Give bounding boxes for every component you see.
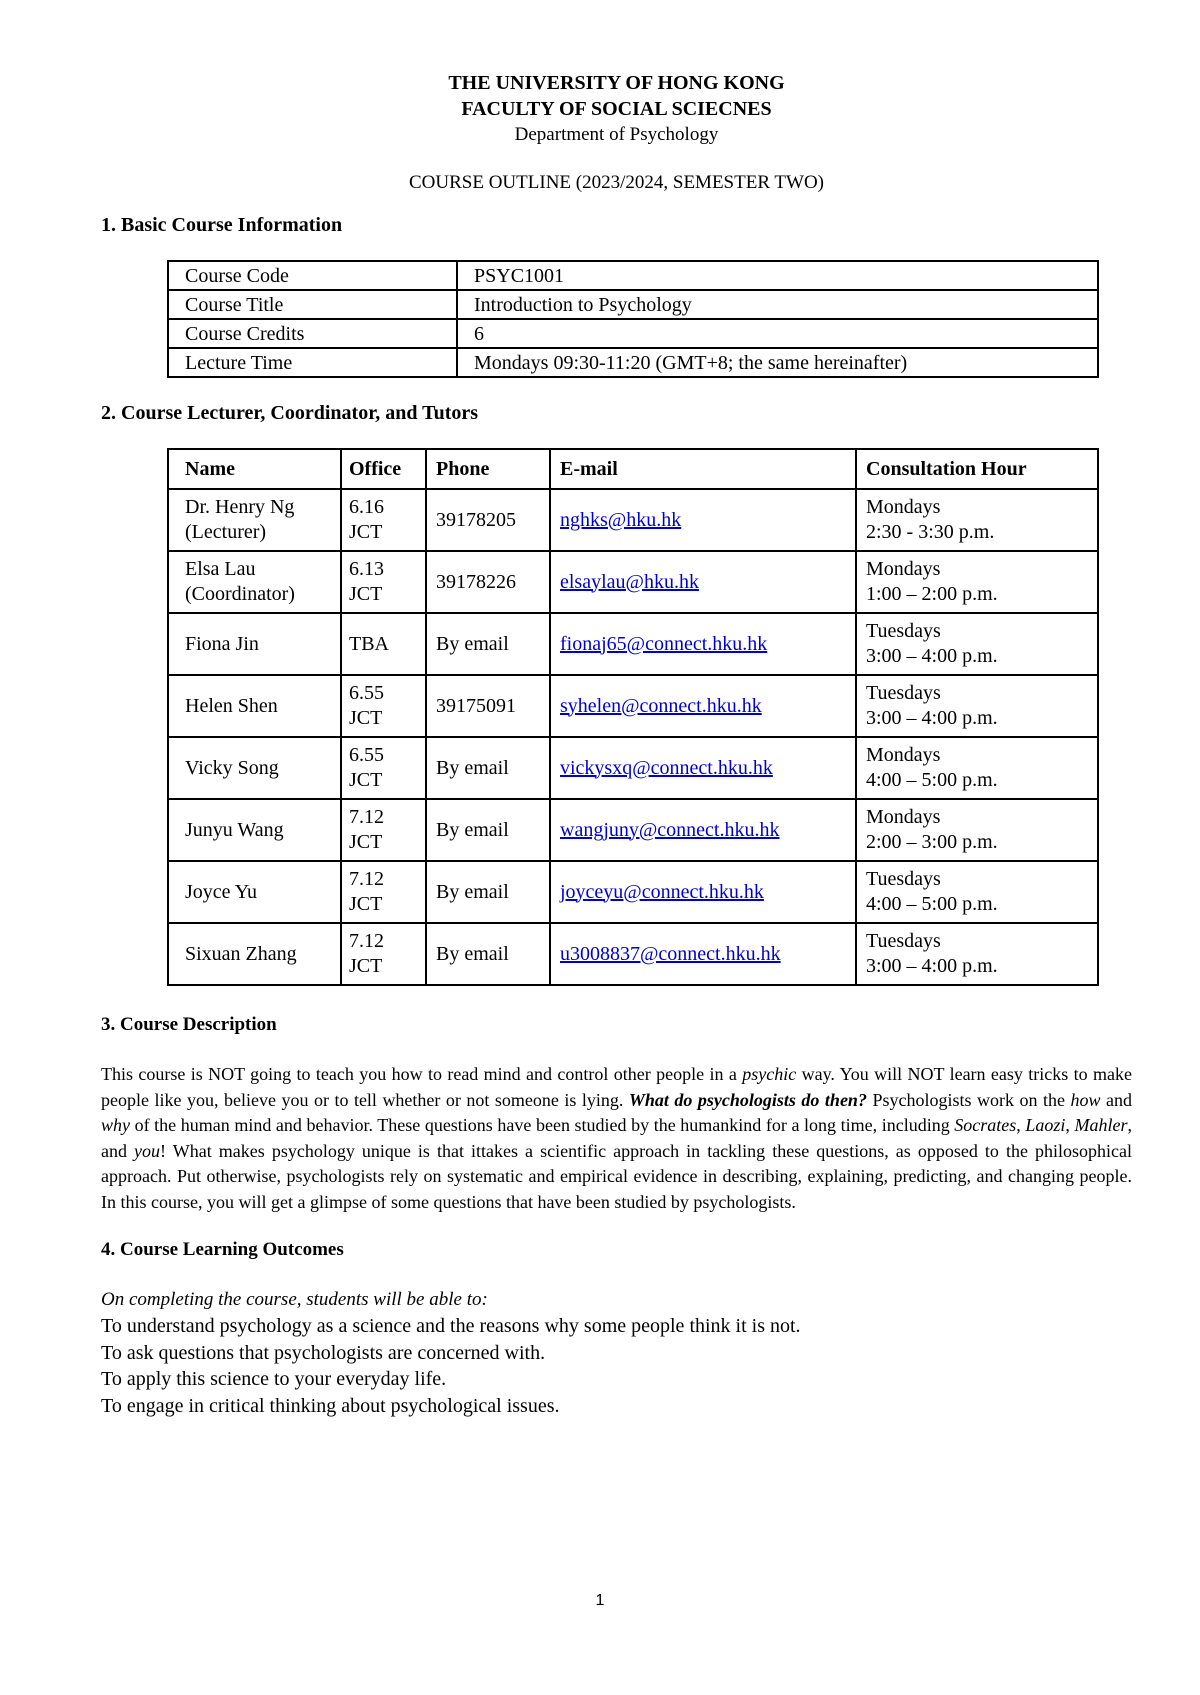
column-header-phone: Phone [426, 449, 550, 489]
desc-text: Psychologists work on the [866, 1089, 1071, 1110]
university-name: THE UNIVERSITY OF HONG KONG [448, 72, 785, 94]
consultation-time: 2:00 – 3:00 p.m. [866, 831, 998, 853]
faculty-name: FACULTY OF SOCIAL SCIECNES [461, 98, 772, 120]
consultation-time: 4:00 – 5:00 p.m. [866, 893, 998, 915]
email-cell [550, 489, 856, 551]
email-cell [550, 675, 856, 737]
email-link[interactable]: vickysxq@connect.hku.hk [560, 756, 773, 779]
staff-name: Fiona Jin [185, 632, 259, 655]
email-link[interactable]: elsaylau@hku.hk [560, 570, 699, 593]
office-room: 6.16 [349, 496, 384, 518]
consultation-time: 3:00 – 4:00 p.m. [866, 645, 998, 667]
staff-name-cell [168, 489, 341, 551]
phone-cell [426, 675, 550, 737]
section2-heading: 2. Course Lecturer, Coordinator, and Tutors [101, 402, 479, 424]
consultation-time: 2:30 - 3:30 p.m. [866, 521, 995, 543]
consultation-cell [856, 489, 1098, 551]
page-number: 1 [595, 1592, 605, 1609]
consultation-cell [856, 799, 1098, 861]
course-title-label: Course Title [168, 290, 457, 319]
email-link[interactable]: nghks@hku.hk [560, 508, 682, 531]
table-row [168, 799, 1098, 861]
phone-number: 39175091 [436, 694, 516, 717]
office-room: 7.12 [349, 930, 384, 952]
office-building: JCT [349, 955, 383, 977]
email-cell [550, 861, 856, 923]
office-room: 6.55 [349, 744, 384, 766]
course-code-value: PSYC1001 [457, 261, 1098, 290]
office-room: 6.55 [349, 682, 384, 704]
office-cell [341, 861, 426, 923]
desc-question: What do psychologists do then? [628, 1089, 867, 1110]
desc-text: and [1100, 1089, 1132, 1110]
office-cell [341, 675, 426, 737]
desc-emphasis: Socrates [954, 1115, 1017, 1135]
desc-emphasis: Laozi [1025, 1115, 1066, 1135]
office-building: JCT [349, 707, 383, 729]
office-room: 7.12 [349, 806, 384, 828]
staff-name-cell [168, 613, 341, 675]
office-building: JCT [349, 893, 383, 915]
office-cell [341, 613, 426, 675]
table-row [168, 261, 1098, 290]
table-header-row [168, 449, 1098, 489]
email-link[interactable]: u3008837@connect.hku.hk [560, 942, 781, 965]
staff-name-cell [168, 861, 341, 923]
office-building: JCT [349, 521, 383, 543]
desc-text: of the human mind and behavior. These questions have been studied by the humankind for a long time, including [130, 1115, 955, 1135]
outline-title: COURSE OUTLINE (2023/2024, SEMESTER TWO) [409, 172, 824, 193]
office-cell [341, 551, 426, 613]
table-row [168, 348, 1098, 377]
consultation-day: Mondays [866, 558, 941, 580]
outcome-item: To engage in critical thinking about psychological issues. [101, 1394, 560, 1417]
consultation-cell [856, 551, 1098, 613]
office-cell [341, 799, 426, 861]
desc-emphasis: why [101, 1115, 130, 1135]
table-row [168, 923, 1098, 985]
staff-name-cell [168, 737, 341, 799]
course-credits-value: 6 [457, 319, 1098, 348]
desc-text: This course is NOT going to teach you how to read mind and control other people in a [101, 1064, 743, 1084]
consultation-time: 3:00 – 4:00 p.m. [866, 955, 998, 977]
staff-name-cell [168, 551, 341, 613]
desc-emphasis: how [1070, 1089, 1101, 1110]
column-header-name: Name [168, 449, 341, 489]
staff-name: Dr. Henry Ng [185, 496, 295, 518]
phone-number: By email [436, 632, 509, 655]
course-description [101, 1062, 1132, 1215]
course-title-value: Introduction to Psychology [457, 290, 1098, 319]
email-cell [550, 737, 856, 799]
office-cell [341, 923, 426, 985]
desc-emphasis: you [134, 1140, 161, 1161]
phone-cell [426, 737, 550, 799]
email-link[interactable]: joyceyu@connect.hku.hk [560, 880, 764, 903]
phone-cell [426, 489, 550, 551]
consultation-cell [856, 675, 1098, 737]
office-room: 6.13 [349, 558, 384, 580]
staff-role: (Lecturer) [185, 521, 267, 543]
consultation-cell [856, 737, 1098, 799]
table-row [168, 613, 1098, 675]
section4-heading: 4. Course Learning Outcomes [101, 1239, 344, 1260]
office-cell [341, 489, 426, 551]
desc-text: , [1016, 1115, 1026, 1135]
consultation-time: 1:00 – 2:00 p.m. [866, 583, 998, 605]
phone-cell [426, 923, 550, 985]
table-row [168, 290, 1098, 319]
desc-emphasis: psychic [742, 1064, 797, 1084]
staff-name: Junyu Wang [185, 818, 284, 841]
basic-info-table [167, 260, 1099, 378]
department-name: Department of Psychology [514, 124, 719, 145]
office-room: TBA [349, 632, 389, 655]
phone-cell [426, 861, 550, 923]
phone-number: By email [436, 942, 509, 965]
consultation-day: Mondays [866, 806, 941, 828]
course-code-label: Course Code [168, 261, 457, 290]
consultation-day: Tuesdays [866, 682, 941, 704]
desc-text: ! What makes psychology unique is that ittakes a scientific approach in tackling these questions, as opposed to the philosophical approach. Put otherwise, psychologists rely on systematic and empirical evidence in describing, explaining, predicting, and changing people. In this course, you will get a glimpse of some questions that have been studied by psychologists. [101, 1140, 1132, 1212]
email-link[interactable]: fionaj65@connect.hku.hk [560, 632, 768, 655]
staff-name: Sixuan Zhang [185, 942, 297, 965]
outcome-item: To ask questions that psychologists are concerned with. [101, 1341, 546, 1364]
desc-text: , and [101, 1115, 1133, 1161]
consultation-time: 3:00 – 4:00 p.m. [866, 707, 998, 729]
email-link[interactable]: wangjuny@connect.hku.hk [560, 818, 780, 841]
desc-text: way. You will NOT learn easy tricks to make people like you, believe you or to tell whether or not someone is lying. [101, 1064, 1132, 1110]
desc-emphasis: Mahler [1074, 1115, 1128, 1135]
phone-number: 39178205 [436, 508, 516, 531]
phone-number: By email [436, 880, 509, 903]
table-row [168, 551, 1098, 613]
email-link[interactable]: syhelen@connect.hku.hk [560, 694, 762, 717]
office-building: JCT [349, 769, 383, 791]
staff-name: Helen Shen [185, 694, 278, 717]
phone-cell [426, 799, 550, 861]
consultation-day: Mondays [866, 744, 941, 766]
office-room: 7.12 [349, 868, 384, 890]
email-cell [550, 551, 856, 613]
email-cell [550, 799, 856, 861]
consultation-day: Tuesdays [866, 930, 941, 952]
phone-number: 39178226 [436, 570, 516, 593]
staff-name: Elsa Lau [185, 558, 256, 580]
consultation-day: Tuesdays [866, 868, 941, 890]
table-row [168, 675, 1098, 737]
staff-table [167, 448, 1099, 986]
consultation-cell [856, 613, 1098, 675]
office-cell [341, 737, 426, 799]
desc-text: , [1065, 1115, 1075, 1135]
column-header-email: E-mail [550, 449, 856, 489]
staff-name-cell [168, 799, 341, 861]
column-header-office: Office [341, 449, 426, 489]
phone-number: By email [436, 818, 509, 841]
column-header-consultation: Consultation Hour [856, 449, 1098, 489]
staff-name: Joyce Yu [185, 880, 258, 903]
staff-name: Vicky Song [185, 756, 279, 779]
consultation-cell [856, 861, 1098, 923]
table-row [168, 861, 1098, 923]
section1-heading: 1. Basic Course Information [101, 214, 343, 236]
consultation-time: 4:00 – 5:00 p.m. [866, 769, 998, 791]
email-cell [550, 923, 856, 985]
staff-name-cell [168, 675, 341, 737]
outcome-item: To understand psychology as a science and the reasons why some people think it is not. [101, 1315, 801, 1337]
outcomes-intro: On completing the course, students will be able to: [101, 1289, 488, 1310]
staff-rows [168, 489, 1098, 985]
table-row [168, 489, 1098, 551]
outcome-item: To apply this science to your everyday life. [101, 1368, 447, 1390]
email-cell [550, 613, 856, 675]
phone-cell [426, 613, 550, 675]
consultation-day: Mondays [866, 496, 941, 518]
phone-cell [426, 551, 550, 613]
course-credits-label: Course Credits [168, 319, 457, 348]
phone-number: By email [436, 756, 509, 779]
lecture-time-value: Mondays 09:30-11:20 (GMT+8; the same hereinafter) [457, 348, 1098, 377]
office-building: JCT [349, 583, 383, 605]
lecture-time-label: Lecture Time [168, 348, 457, 377]
table-row [168, 737, 1098, 799]
staff-role: (Coordinator) [185, 583, 295, 605]
office-building: JCT [349, 831, 383, 853]
staff-name-cell [168, 923, 341, 985]
consultation-day: Tuesdays [866, 620, 941, 642]
section3-heading: 3. Course Description [101, 1014, 277, 1035]
table-row [168, 319, 1098, 348]
consultation-cell [856, 923, 1098, 985]
